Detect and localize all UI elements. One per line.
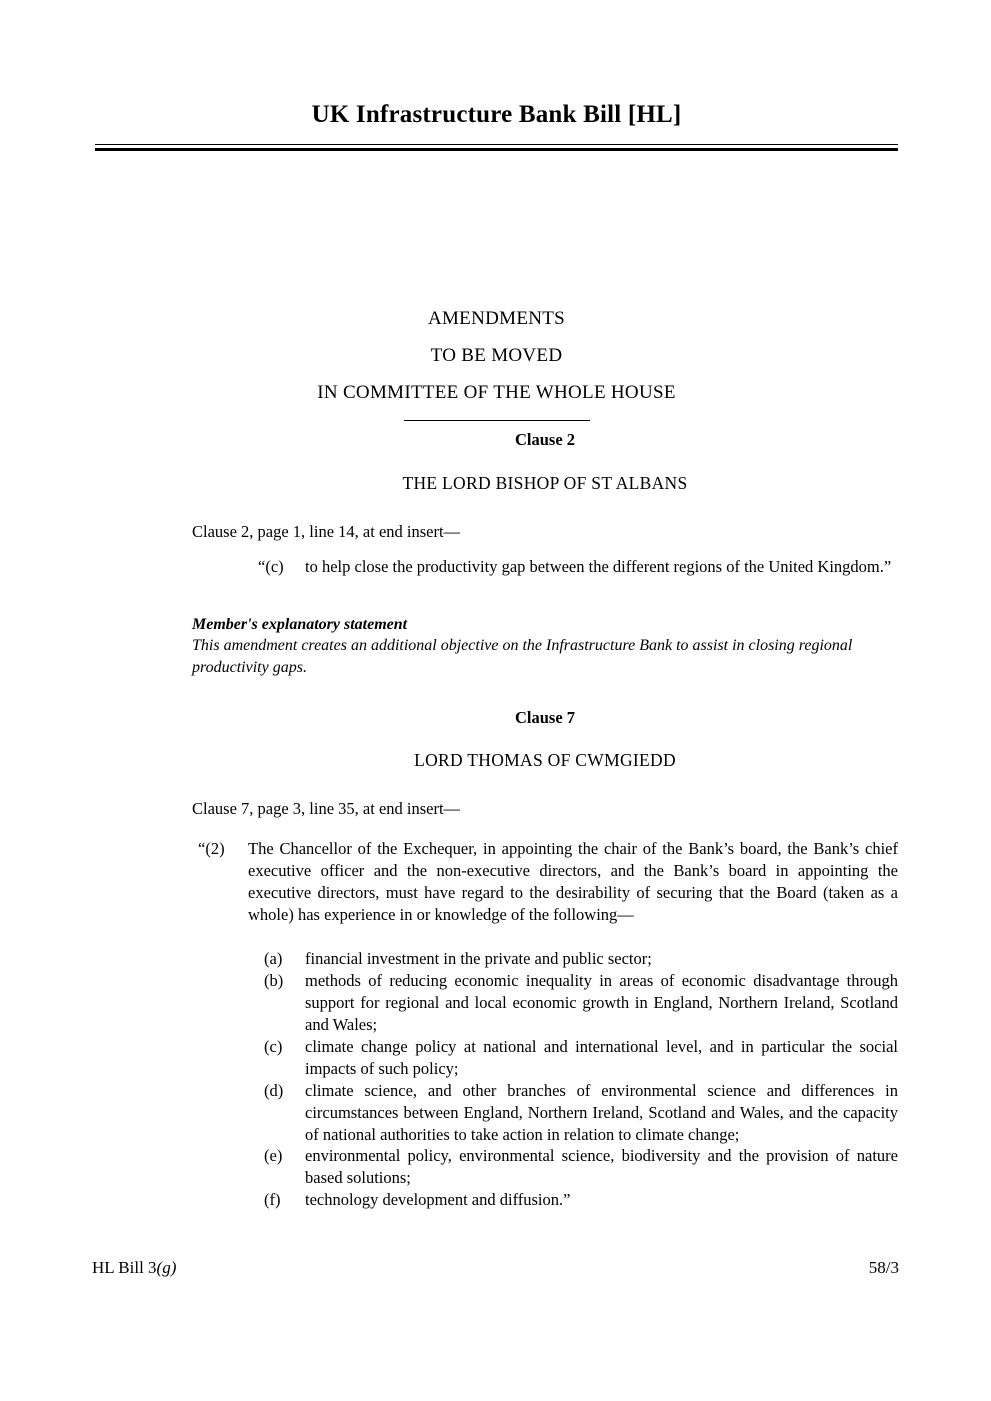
list-item-marker: (a): [264, 949, 283, 968]
page-reference: 58/3: [868, 1258, 899, 1277]
title-block: [95, 100, 898, 151]
quoted-amendment-clause-2: [192, 556, 898, 578]
numbered-paragraph-clause-7: [192, 838, 898, 926]
page-footer: [92, 1258, 899, 1278]
bill-reference-suffix: (g): [156, 1258, 177, 1277]
list-item-marker: (f): [264, 1190, 281, 1210]
clause-heading-2: Clause 2: [514, 430, 576, 449]
clause-heading-7: Clause 7: [514, 708, 576, 727]
list-item-marker: (b): [264, 970, 284, 990]
heading-to-be-moved: TO BE MOVED: [430, 345, 563, 366]
list-item: [192, 1189, 898, 1211]
page-title: UK Infrastructure Bank Bill [HL]: [311, 101, 682, 128]
bill-reference: [92, 1258, 176, 1278]
list-item: [192, 1080, 898, 1146]
list-item-text: financial investment in the private and public sector;: [305, 949, 652, 968]
paragraph-2-marker: “(2): [198, 839, 225, 858]
heading-short-rule: [404, 420, 590, 421]
lead-in-clause-2-wrap: [192, 521, 898, 543]
amendment-headings: [95, 300, 898, 421]
section-clause-2: [192, 429, 898, 451]
explanatory-statement-clause-2: [192, 614, 898, 678]
section-clause-7: [192, 707, 898, 729]
lead-in-clause-2: Clause 2, page 1, line 14, at end insert—: [192, 522, 461, 541]
list-item-text: environmental policy, environmental science, biodiversity and the provision of nature based solutions;: [305, 1146, 898, 1188]
list-item-text: technology development and diffusion.”: [305, 1190, 571, 1210]
heading-rule-wrap: [95, 420, 898, 421]
lead-in-clause-7: Clause 7, page 3, line 35, at end insert—: [192, 799, 461, 818]
bill-reference-number: HL Bill 3: [92, 1258, 157, 1277]
list-item: [192, 1036, 898, 1080]
quoted-item-marker: “(c): [258, 557, 284, 576]
lead-in-clause-7-wrap: [192, 798, 898, 820]
explanatory-statement-text: This amendment creates an additional objective on the Infrastructure Bank to assist in closing regional productivity gaps.: [192, 637, 853, 676]
list-item-text: climate change policy at national and international level, and in particular the social impacts of such policy;: [305, 1036, 898, 1078]
list-item-text: methods of reducing economic inequality in areas of economic disadvantage through support for regional and local economic growth in England, Northern Ireland, Scotland and Wales;: [305, 970, 898, 1034]
heading-amendments: AMENDMENTS: [427, 308, 566, 329]
member-name-clause-7-wrap: [192, 749, 898, 772]
title-rule-thick: [95, 148, 898, 151]
quoted-item: [192, 556, 898, 578]
list-item-marker: (d): [264, 1080, 284, 1100]
list-item: [192, 948, 898, 970]
quoted-item-text: to help close the productivity gap between the different regions of the United Kingdom.”: [305, 557, 892, 576]
paragraph-2: [192, 838, 898, 926]
paragraph-2-text: The Chancellor of the Exchequer, in appointing the chair of the Bank’s board, the Bank’s chief executive officer and the non-executive directors, and the Bank’s board in appointing the executive directors, must have regard to the desirability of securing that the Board (taken as a whole) has experience in or knowledge of the following—: [248, 839, 898, 924]
member-name-clause-7: LORD THOMAS OF CWMGIEDD: [414, 750, 676, 770]
member-name-clause-2-wrap: [192, 472, 898, 495]
list-item-marker: (c): [264, 1036, 283, 1056]
explanatory-statement-heading: Member's explanatory statement: [192, 616, 408, 633]
sub-items-list-clause-7: [192, 948, 898, 1211]
list-item-marker: (e): [264, 1146, 283, 1166]
list-item-text: climate science, and other branches of environmental science and differences in circumstances between England, Northern Ireland, Scotland and Wales, and the capacity of national authorities to take action in relation to climate change;: [305, 1080, 898, 1144]
list-item: [192, 1145, 898, 1189]
member-name-clause-2: THE LORD BISHOP OF ST ALBANS: [402, 473, 688, 493]
heading-in-committee: IN COMMITTEE OF THE WHOLE HOUSE: [317, 382, 676, 403]
list-item: [192, 970, 898, 1036]
